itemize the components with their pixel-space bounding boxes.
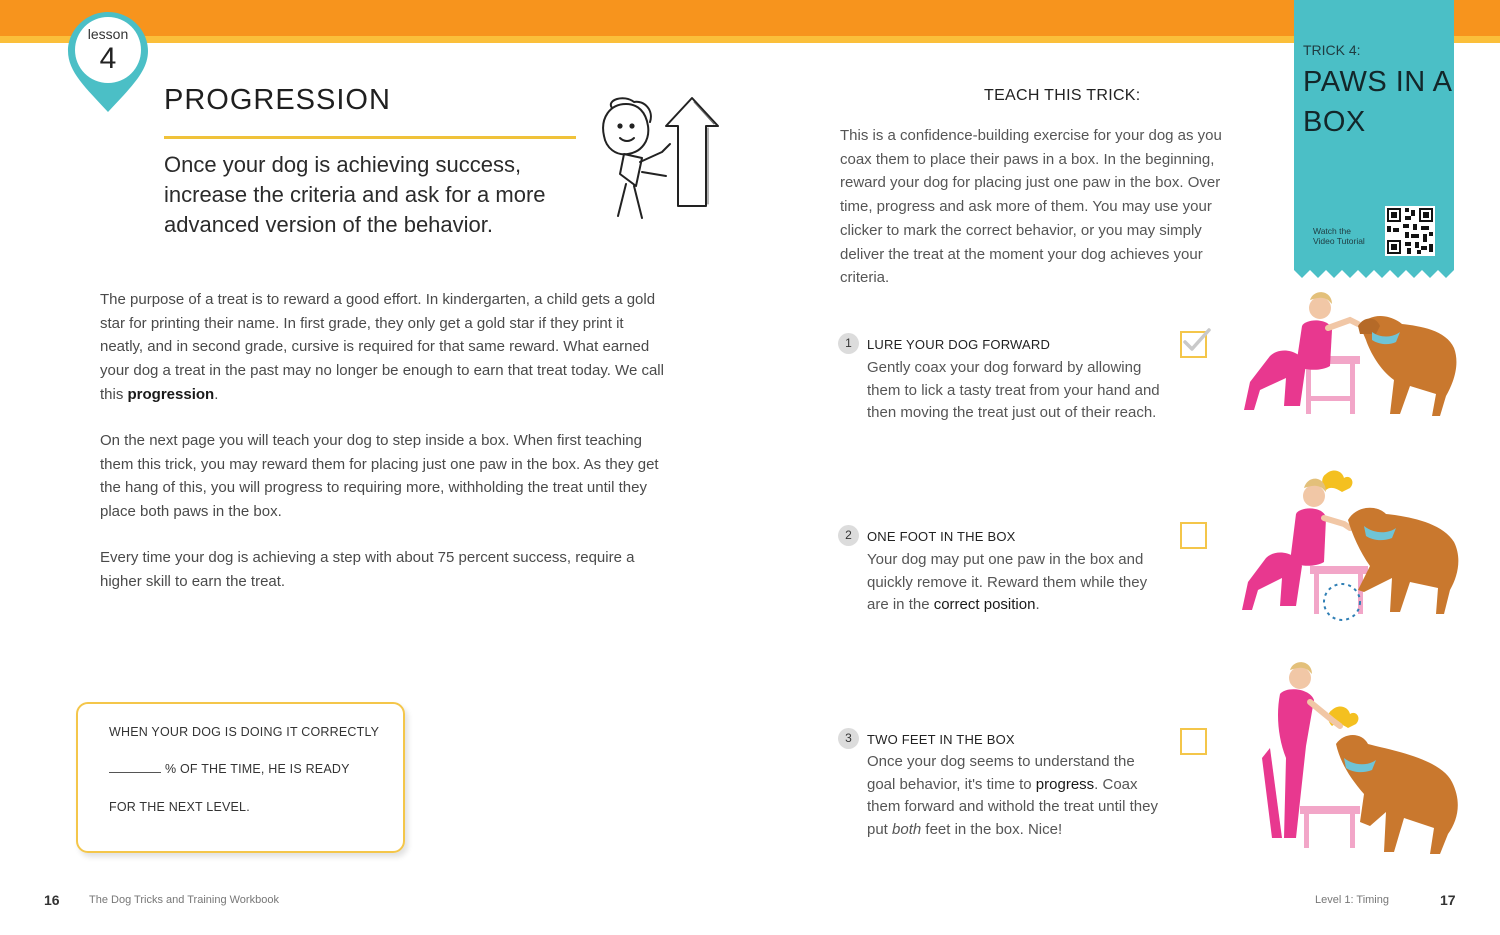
quiz-line-3: FOR THE NEXT LEVEL. <box>109 800 250 814</box>
footer-book-title: The Dog Tricks and Training Workbook <box>89 894 279 906</box>
step-3-text-end: feet in the box. Nice! <box>921 820 1063 838</box>
fill-in-blank-box <box>76 702 405 853</box>
watch-line-2: Video Tutorial <box>1313 236 1365 246</box>
step-2-text-end: . <box>1035 596 1040 613</box>
step-1-number: 1 <box>838 333 859 354</box>
step-3-photo <box>1240 658 1475 858</box>
teach-body: This is a confidence-building exercise for your dog as you coax them to place their paws in a box. In the beginning, reward your dog for placing just one paw in the box. Over time, progress and ask more of them. You may use your clicker to mark the correct behavior, or you may simply deliver the treat at the moment your dog achieves your criteria. <box>840 127 1222 287</box>
body-paragraph-2: On the next page you will teach your dog to step inside a box. When first teaching them this trick, you may reward them for placing just one paw in the box. As they get the hang of this, you will progress to requiring more, withholding the treat until they place both paws in the box. <box>100 432 659 521</box>
step-3-number: 3 <box>838 728 859 749</box>
body-paragraph-1 <box>100 288 670 407</box>
step-3-bold-term: progress <box>1035 775 1095 793</box>
watch-tutorial-label <box>1313 226 1365 246</box>
step-3-description <box>867 751 1167 841</box>
step-2-checkbox[interactable] <box>1180 522 1207 549</box>
footer-level: Level 1: Timing <box>1315 894 1389 906</box>
lesson-label: lesson <box>87 26 129 42</box>
step-2-bold-term: correct position <box>933 596 1036 613</box>
page-number-right: 17 <box>1440 892 1456 908</box>
girl-with-arrow-illustration <box>596 96 724 224</box>
quiz-line-1: WHEN YOUR DOG IS DOING IT CORRECTLY <box>109 725 380 739</box>
quiz-line-2 <box>109 762 350 776</box>
step-1-description: Gently coax your dog forward by allowing them to lick a tasty treat from your hand and then moving the treat just out of their reach. <box>867 359 1160 421</box>
step-2-description <box>867 549 1167 617</box>
step-2-number: 2 <box>838 525 859 546</box>
step-3-checkbox[interactable] <box>1180 728 1207 755</box>
step-1-photo <box>1240 286 1470 426</box>
step-3-italic-term: both <box>892 820 922 838</box>
checkmark-icon <box>1181 327 1212 354</box>
step-1-title: LURE YOUR DOG FORWARD <box>867 337 1051 352</box>
title-underline <box>164 136 576 139</box>
quiz-line-2-text: % OF THE TIME, HE IS READY <box>165 762 350 776</box>
page-title: PROGRESSION <box>164 84 391 116</box>
body-paragraph-3: Every time your dog is achieving a step with about 75 percent success, require a higher skill to earn the treat. <box>100 549 635 590</box>
step-3-title: TWO FEET IN THE BOX <box>867 732 1015 747</box>
top-accent-band <box>0 36 1500 43</box>
step-2-text: Your dog may put one paw in the box and quickly remove it. Reward them while they are in the <box>867 551 1148 613</box>
trick-label: TRICK 4: <box>1303 42 1361 58</box>
step-3-text-mid: . Coax them forward and withold the treat until they put <box>867 775 1158 838</box>
step-1-checkbox[interactable] <box>1180 331 1207 358</box>
paragraph-1-text: The purpose of a treat is to reward a good effort. In kindergarten, a child gets a gold star for printing their name. In first grade, they only get a gold star if they print it neatly, and in second grade, cursive is required for that same reward. What earned your dog a treat in the past may no longer be enough to earn that treat today. We call this <box>100 291 664 403</box>
progression-term: progression <box>127 385 215 403</box>
trick-title: PAWS IN A BOX <box>1303 66 1451 138</box>
paragraph-1-end: . <box>214 385 219 403</box>
lesson-number: 4 <box>99 42 117 75</box>
teach-heading: TEACH THIS TRICK: <box>984 87 1141 104</box>
lead-paragraph: Once your dog is achieving success, increase the criteria and ask for a more advanced version of the behavior. <box>164 152 546 237</box>
page-number-left: 16 <box>44 892 60 908</box>
quiz-blank-input[interactable] <box>109 772 161 773</box>
step-2-photo <box>1240 462 1475 632</box>
step-2-title: ONE FOOT IN THE BOX <box>867 529 1016 544</box>
qr-code-icon[interactable] <box>1385 206 1435 256</box>
top-color-band <box>0 0 1500 36</box>
step-3-text: Once your dog seems to understand the goal behavior, it's time to <box>867 753 1135 793</box>
watch-line-1: Watch the <box>1313 226 1351 236</box>
